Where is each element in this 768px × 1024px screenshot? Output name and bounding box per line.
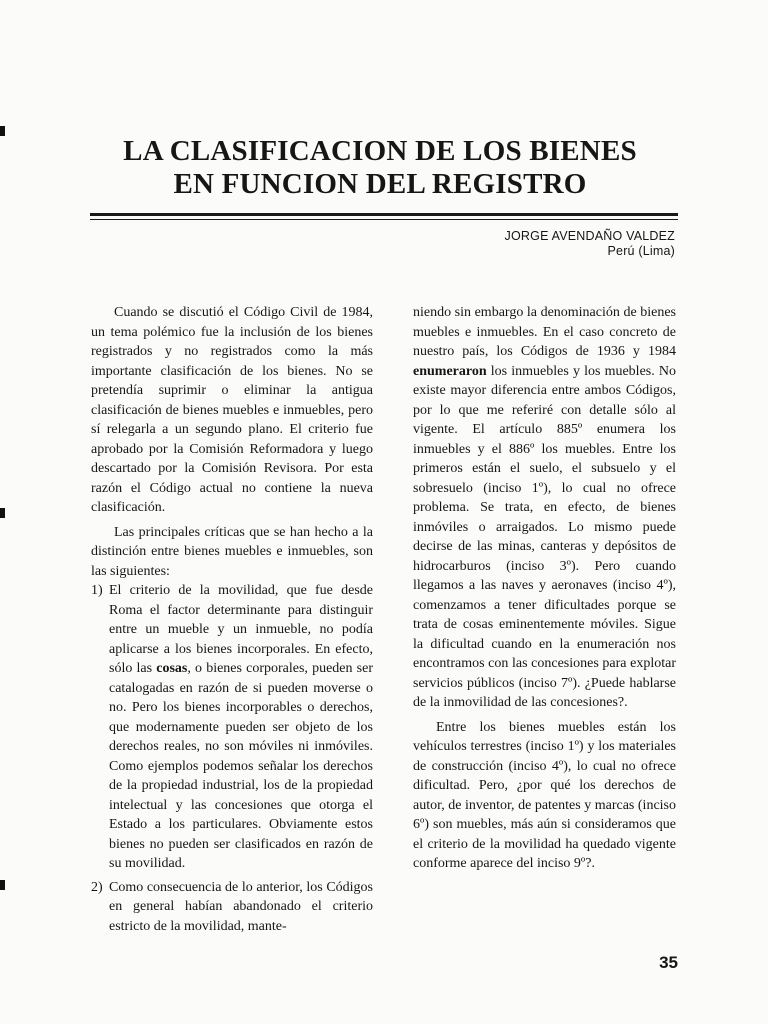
title-line-2: EN FUNCION DEL REGISTRO xyxy=(173,168,587,200)
list-number: 2) xyxy=(91,879,103,895)
list-text: Como consecuencia de lo anterior, los Códigos en general habían abandonado el criterio estricto de la movilidad, mante- xyxy=(109,879,373,934)
emphasis-text: cosas xyxy=(156,661,188,676)
title-line-1: LA CLASIFICACION DE LOS BIENES xyxy=(123,135,637,167)
paragraph: Entre los bienes muebles están los vehículos terrestres (inciso 1º) y los materiales de construcción (inciso 4º), lo cual no ofrece dificultad. Pero, ¿por qué los derechos de autor, de inventor, de patentes y marcas (inciso 6º) son muebles, más aún si consideramos que el criterio de la movilidad ha quedado vigente conforme aparece del inciso 9º?. xyxy=(413,719,676,871)
byline xyxy=(505,229,675,259)
list-item xyxy=(91,878,373,937)
left-column xyxy=(91,303,373,936)
page-number: 35 xyxy=(659,953,678,972)
criticism-list xyxy=(91,581,373,936)
article-title xyxy=(95,135,665,201)
paragraph xyxy=(413,303,676,713)
list-text: , o bienes corporales, pueden ser catalogadas en razón de si pueden moverse o no. Pero los bienes incorporables o derechos, que modernamente pueden ser objeto de los derechos reales, no son móviles ni inmóviles. Como ejemplos podemos señalar los derechos de la propiedad industrial, los de la propiedad intelectual y las concesiones que otorga el Estado a los particulares. Obviamente estos bienes no pueden ser clasificados en razón de su movilidad. xyxy=(109,661,374,871)
paragraph-text: los inmuebles y los muebles. No existe mayor diferencia entre ambos Códigos, por lo que me referiré con detalle sólo al vigente. El artículo 885º enumera los inmuebles y el 886º los muebles. Entre los primeros están el suelo, el subsuelo y el sobresuelo (inciso 1º), lo cual no ofrece problema. Se trata, en efecto, de bienes inmóviles o arraigados. Lo mismo puede decirse de las minas, canteras y depósitos de hidrocarburos (inciso 3º). Pero cuando llegamos a las naves y aeronaves (inciso 4º), comenzamos a tener dificultades porque se trata de cosas eminentemente móviles. Sigue la dificultad cuando en la enumeración nos encontramos con las concesiones para explotar servicios públicos (inciso 7º). ¿Puede hablarse de la inmovilidad de las concesiones?. xyxy=(413,363,676,710)
title-rule-thin xyxy=(90,219,678,220)
list-text: El criterio de la movilidad, que fue desde Roma el factor determinante para distinguir entre un mueble y un inmueble, no podía aplicarse a los bienes incorporales. En efecto, sólo las xyxy=(109,583,373,676)
author-name: JORGE AVENDAÑO VALDEZ xyxy=(504,229,675,243)
paragraph: Cuando se discutió el Código Civil de 1984, un tema polémico fue la inclusión de los bienes registrados y no registrados como la más importante clasificación de los bienes. No se pretendía suprimir o eliminar la antigua clasificación de bienes muebles e inmuebles, pero sí relegarla a un segundo plano. El criterio fue aprobado por la Comisión Reformadora y luego descartado por la Comisión Revisora. Por esta razón el Código actual no contiene la nueva clasificación. xyxy=(91,305,373,515)
paragraph-text: niendo sin embargo la denominación de bienes muebles e inmuebles. En el caso concreto de nuestro país, los Códigos de 1936 y 1984 xyxy=(413,305,676,359)
scan-margin-mark xyxy=(0,508,5,518)
scan-margin-mark xyxy=(0,880,5,890)
emphasis-text: enumeraron xyxy=(413,363,487,379)
author-location: Perú (Lima) xyxy=(607,244,675,258)
list-number: 1) xyxy=(91,583,103,598)
right-column xyxy=(413,303,676,874)
scan-margin-mark xyxy=(0,126,5,136)
list-item xyxy=(91,581,373,874)
paragraph: Las principales críticas que se han hecho a la distinción entre bienes muebles e inmuebles, son las siguientes: xyxy=(91,524,373,579)
title-rule-thick xyxy=(90,213,678,216)
